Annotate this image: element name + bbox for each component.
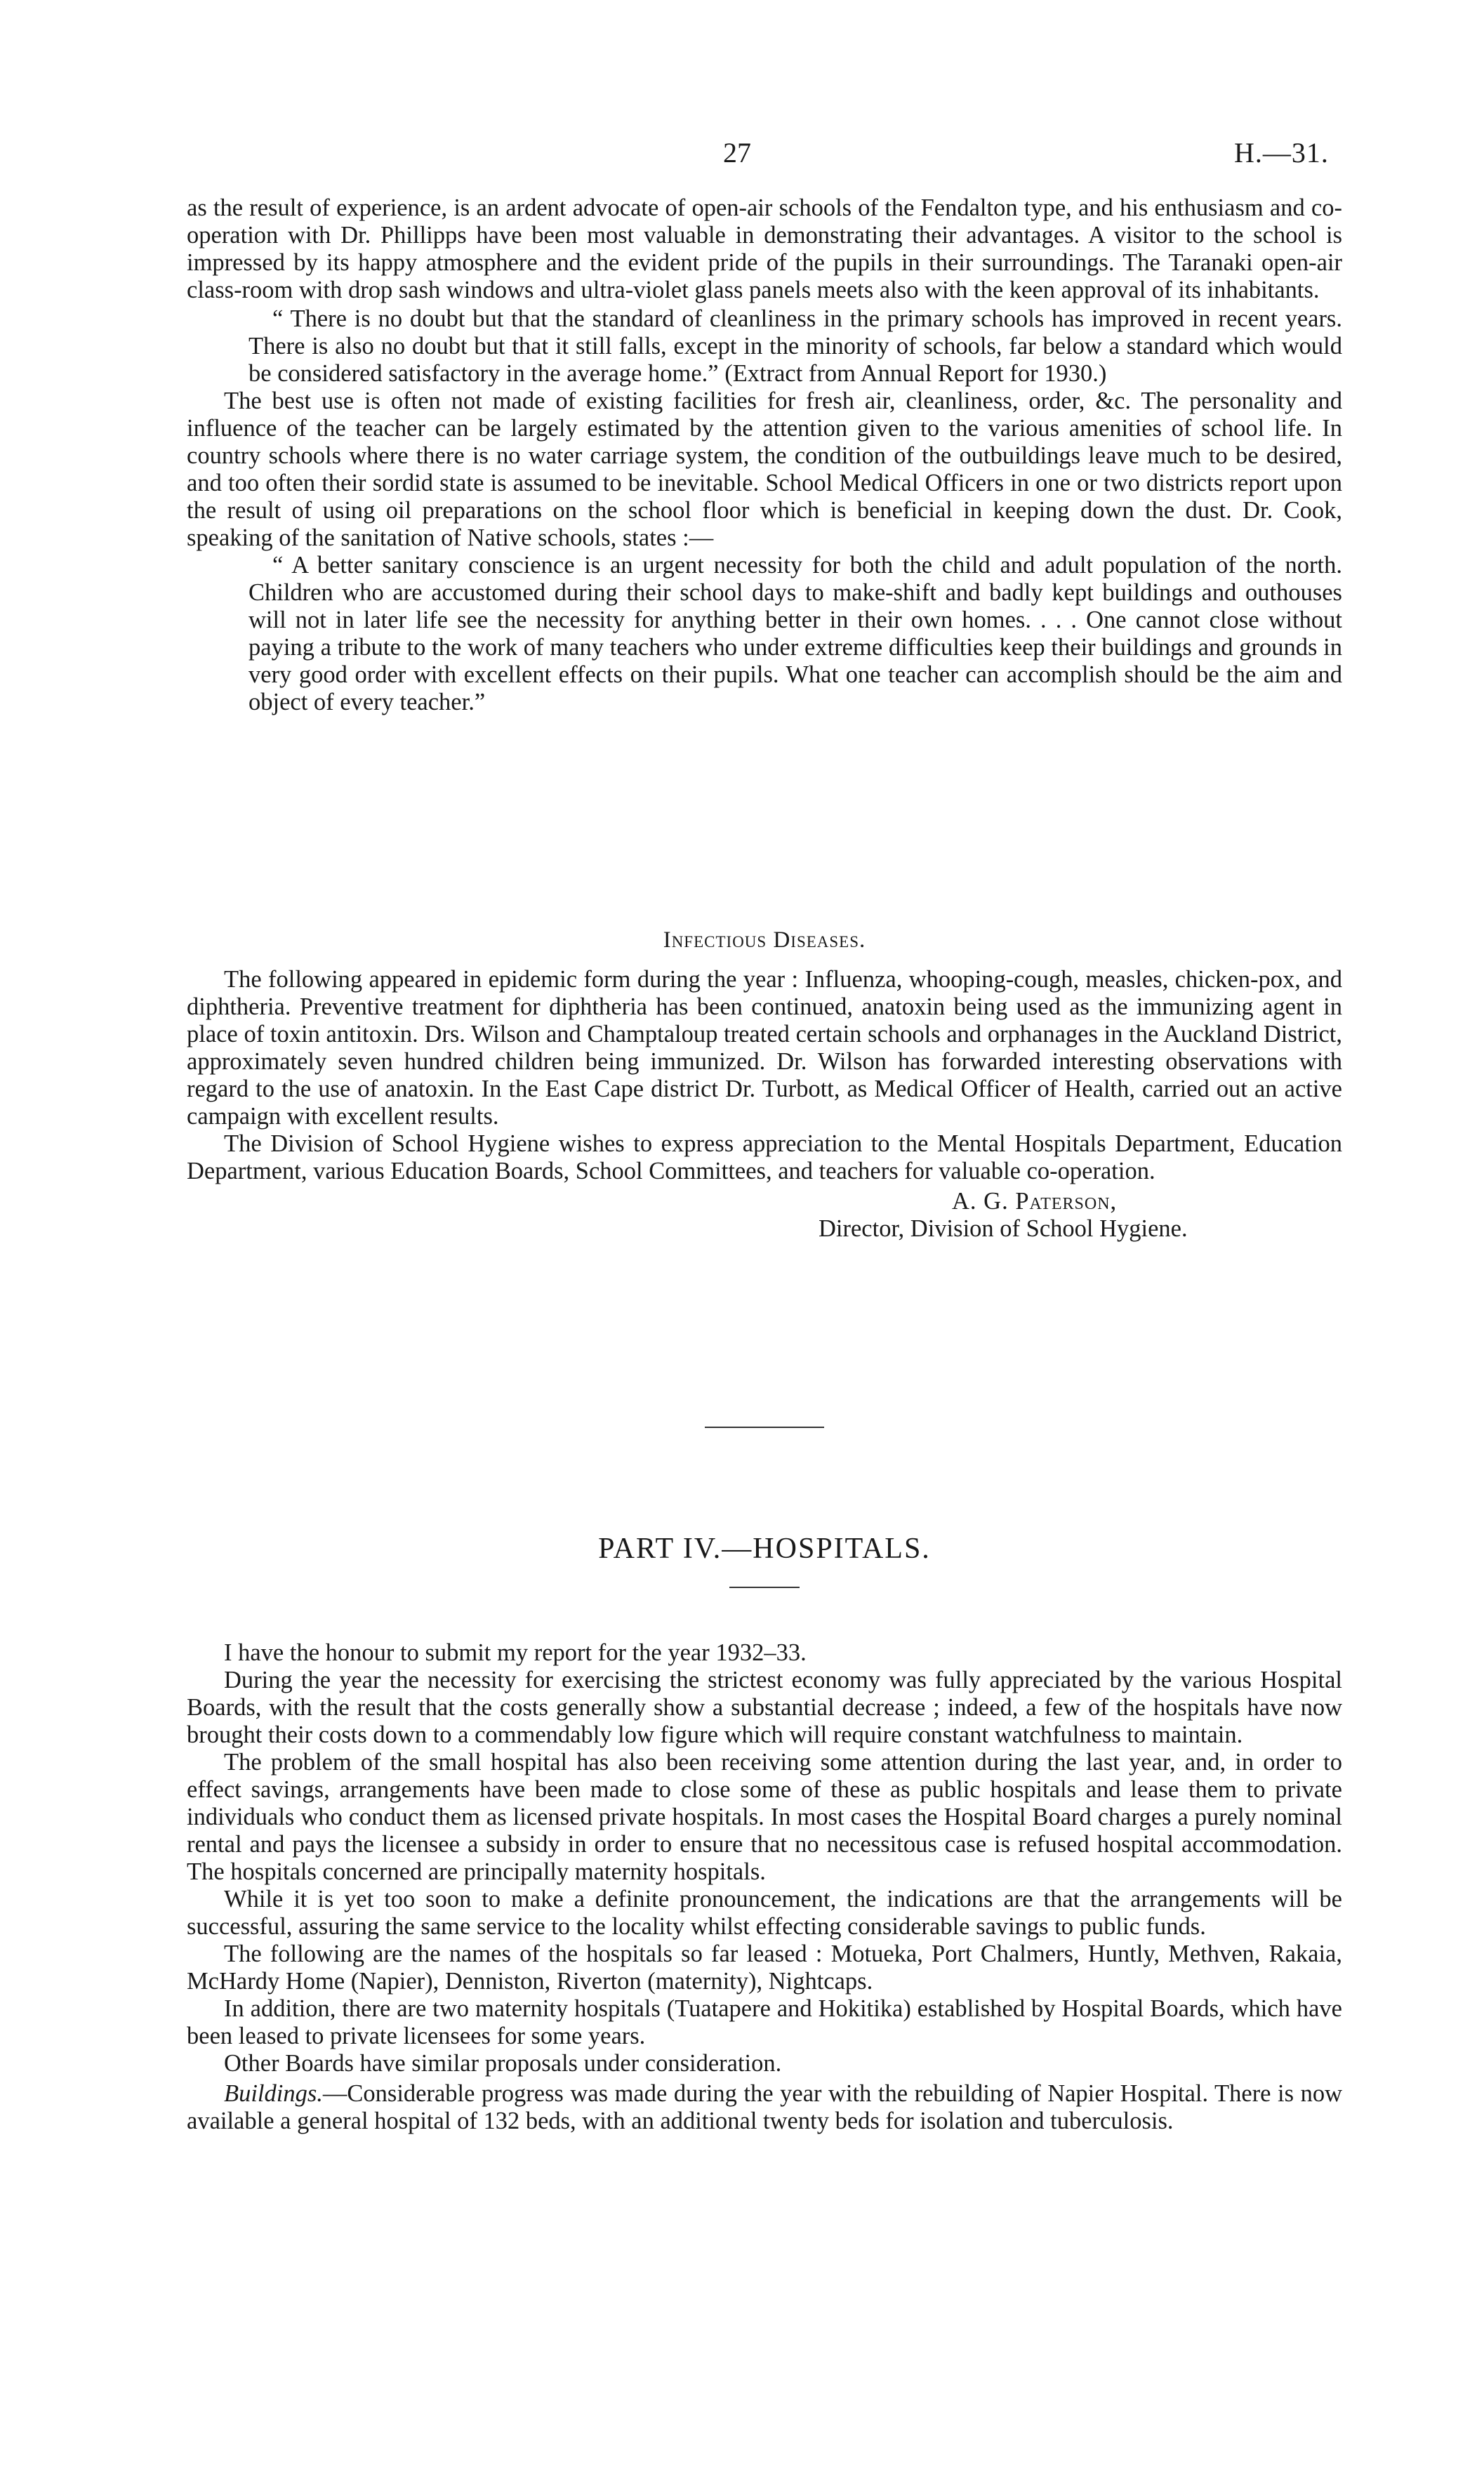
part-title-block (187, 1535, 1342, 1563)
signature-title: Director, Division of School Hygiene. (819, 1215, 1188, 1242)
buildings-label: Buildings. (224, 2080, 323, 2107)
hospitals-paragraph: The following are the names of the hospitals so far leased : Motueka, Port Chalmers, Huntly, Methven, Rakaia, McHardy Home (Napier), Denniston, Riverton (maternity), Nightcaps. (187, 1941, 1342, 1995)
paragraph-appreciation: The Division of School Hygiene wishes to express appreciation to the Mental Hospitals Department, Education Department, various Education Boards, School Committees, and teachers for valuable co-operation. (187, 1130, 1342, 1184)
paragraph-facilities: The best use is often not made of existing facilities for fresh air, cleanliness, order, &c. The personality and influence of the teacher can be largely estimated by the attention given to the various amenities of school life. In country schools where there is no water carriage system, the condition of the outbuildings leave much to be desired, and too often their sordid state is assumed to be inevitable. School Medical Officers in one or two districts report upon the result of using oil preparations on the school floor which is beneficial in keeping down the dust. Dr. Cook, speaking of the sanitation of Native schools, states :— (187, 388, 1342, 551)
buildings-paragraph (187, 2080, 1342, 2135)
hospitals-paragraph: Other Boards have similar proposals under consideration. (224, 2050, 782, 2077)
divider-rule (705, 1427, 824, 1428)
buildings-text: —Considerable progress was made during the year with the rebuilding of Napier Hospital. There is now available a general hospital of 132 beds, with an additional twenty beds for isolation and tuberculosis. (187, 2080, 1342, 2134)
page-header (0, 139, 1484, 174)
paragraph-epidemics: The following appeared in epidemic form during the year : Influenza, whooping-cough, measles, chicken-pox, and diphtheria. Preventive treatment for diphtheria has been continued, anatoxin being used as the immunizing agent in place of toxin antitoxin. Drs. Wilson and Champtaloup treated certain schools and orphanages in the Auckland District, approximately seven hundred children being immunized. Dr. Wilson has forwarded interesting observations with regard to the use of anatoxin. In the East Cape district Dr. Turbott, as Medical Officer of Health, carried out an active campaign with excellent results. (187, 966, 1342, 1130)
signature-name: A. G. Paterson, (952, 1188, 1118, 1215)
hospitals-paragraph: While it is yet too soon to make a definite pronouncement, the indications are that the arrangements will be successful, assuring the same service to the locality whilst effecting considerable savings to public funds. (187, 1886, 1342, 1940)
signature-block (819, 1188, 1342, 1243)
hospitals-paragraph: During the year the necessity for exercising the strictest economy was fully appreciated by the various Hospital Boards, with the result that the costs generally show a substantial decrease ; indeed, a few of the hospitals have now brought their costs down to a commendably low figure which will require constant watchfulness to maintain. (187, 1667, 1342, 1748)
title-rule (729, 1587, 800, 1588)
hospitals-paragraph: I have the honour to submit my report for the year 1932–33. (224, 1639, 807, 1666)
infectious-diseases-section (187, 927, 1342, 954)
opening-paragraph: as the result of experience, is an ardent advocate of open-air schools of the Fendalton type, and his enthusiasm and co-operation with Dr. Phillipps have been most valuable in demonstrating their advantages. A visitor to the school is impressed by its happy atmosphere and the evident pride of the pupils in their surroundings. The Taranaki open-air class-room with drop sash windows and ultra-violet glass panels meets also with the keen approval of its inhabitants. (187, 194, 1342, 303)
section-heading-infectious-diseases: Infectious Diseases. (663, 927, 866, 953)
quote-dr-cook: “ A better sanitary conscience is an urgent necessity for both the child and adult population of the north. Children who are accustomed during their school days to make-shift and badly kept buildings and outhouses will not in later life see the necessity for anything better in their own homes. . . . One cannot close without paying a tribute to the work of many teachers who under extreme difficulties keep their buildings and grounds in very good order with excellent effects on their pupils. What one teacher can accomplish should be the aim and object of every teacher.” (249, 552, 1342, 715)
document-reference: H.—31. (1234, 137, 1329, 168)
hospitals-section (187, 1639, 1342, 2135)
infectious-diseases-body (187, 966, 1342, 1243)
hospitals-paragraph: In addition, there are two maternity hospitals (Tuatapere and Hokitika) established by Hospital Boards, which have been leased to private licensees for some years. (187, 1995, 1342, 2049)
page-number: 27 (723, 137, 751, 168)
section-divider (187, 1427, 1342, 1428)
school-hygiene-section (187, 194, 1342, 716)
part-title-underline (187, 1587, 1342, 1588)
hospitals-paragraph: The problem of the small hospital has also been receiving some attention during the last year, and, in order to effect savings, arrangements have been made to close some of these as public hospitals and lease them to private individuals who conduct them as licensed private hospitals. In most cases the Hospital Board charges a purely nominal rental and pays the licensee a subsidy in order to ensure that no necessitous case is refused hospital accommodation. The hospitals concerned are principally maternity hospitals. (187, 1749, 1342, 1885)
quote-annual-report: “ There is no doubt but that the standard of cleanliness in the primary schools has improved in recent years. There is also no doubt but that it still falls, except in the minority of schools, far below a standard which would be considered satisfactory in the average home.” (Extract from Annual Report for 1930.) (249, 305, 1342, 387)
part-title: PART IV.—HOSPITALS. (598, 1533, 931, 1565)
